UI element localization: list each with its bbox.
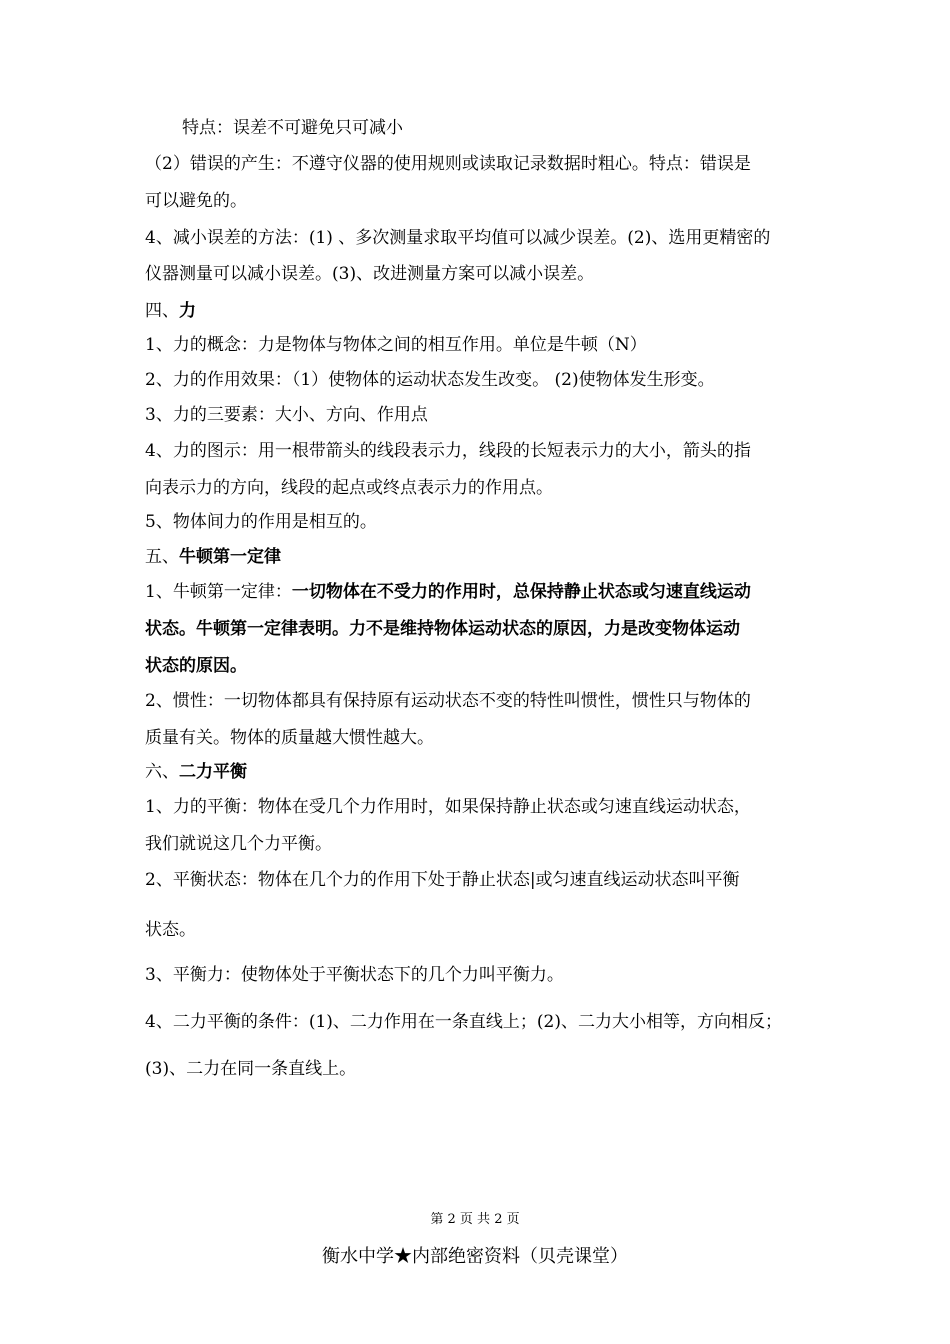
line-force-diagram	[145, 439, 815, 463]
line-text: 1、力的平衡：物体在受几个力作用时，如果保持静止状态或匀速直线运动状态，	[145, 797, 751, 817]
section-heading-newton-first-law	[145, 545, 815, 569]
line-reduce-error-methods	[145, 226, 815, 250]
line-text: （2）错误的产生：不遵守仪器的使用规则或读取记录数据时粗心。特点：错误是	[145, 154, 751, 174]
heading-title: 力	[179, 301, 196, 321]
line-text: 4、力的图示：用一根带箭头的线段表示力，线段的长短表示力的大小，箭头的指	[145, 441, 751, 461]
heading-title: 牛顿第一定律	[179, 547, 281, 567]
line-text: 向表示力的方向，线段的起点或终点表示力的作用点。	[145, 478, 553, 498]
line-balance-conditions	[145, 1010, 815, 1034]
line-text: 3、平衡力：使物体处于平衡状态下的几个力叫平衡力。	[145, 965, 564, 985]
line-force-three-elements	[145, 403, 815, 427]
line-text: 状态。	[145, 920, 196, 940]
heading-number: 四、	[145, 301, 179, 321]
line-newton-first-law-cont	[145, 617, 815, 641]
line-reduce-error-methods-cont	[145, 262, 815, 286]
line-newton-first-law	[145, 580, 815, 604]
line-text: 4、减小误差的方法：(1) 、多次测量求取平均值可以减少误差。(2)、选用更精密的	[145, 228, 771, 248]
section-heading-force	[145, 299, 815, 323]
line-force-balance	[145, 795, 815, 819]
line-text: 仪器测量可以减小误差。(3)、改进测量方案可以减小误差。	[145, 264, 595, 284]
line-balanced-forces	[145, 963, 815, 987]
line-bold-text: 状态的原因。	[145, 656, 247, 676]
line-inertia	[145, 689, 815, 713]
line-newton-first-law-end	[145, 654, 815, 678]
line-force-diagram-cont	[145, 476, 815, 500]
line-text: 2、惯性：一切物体都具有保持原有运动状态不变的特性叫惯性，惯性只与物体的	[145, 691, 751, 711]
section-heading-two-force-balance	[145, 760, 815, 784]
line-bold-text: 一切物体在不受力的作用时，总保持静止状态或匀速直线运动	[291, 582, 751, 602]
line-balance-state-cont	[145, 918, 815, 942]
line-inertia-cont	[145, 726, 815, 750]
line-force-mutual	[145, 510, 815, 534]
line-mistake-avoidable	[145, 189, 815, 213]
line-text: 2、平衡状态：物体在几个力的作用下处于静止状态|或匀速直线运动状态叫平衡	[145, 870, 740, 890]
line-force-effects	[145, 368, 815, 392]
heading-number: 六、	[145, 762, 179, 782]
line-error-feature	[182, 116, 852, 140]
line-text: 2、力的作用效果：（1）使物体的运动状态发生改变。 (2)使物体发生形变。	[145, 370, 715, 390]
line-balance-state	[145, 868, 815, 892]
line-text: (3)、二力在同一条直线上。	[145, 1059, 357, 1079]
line-text: 我们就说这几个力平衡。	[145, 834, 332, 854]
line-mistake-cause	[145, 152, 815, 176]
line-bold-text: 状态。牛顿第一定律表明。力不是维持物体运动状态的原因，力是改变物体运动	[145, 619, 740, 639]
line-text: 5、物体间力的作用是相互的。	[145, 512, 377, 532]
heading-title: 二力平衡	[179, 762, 247, 782]
page-number: 第 2 页 共 2 页	[430, 1212, 520, 1227]
line-text: 可以避免的。	[145, 191, 247, 211]
heading-number: 五、	[145, 547, 179, 567]
line-label: 1、牛顿第一定律：	[145, 582, 292, 602]
line-balance-conditions-cont	[145, 1057, 815, 1081]
line-text: 1、力的概念：力是物体与物体之间的相互作用。单位是牛顿（N）	[145, 335, 647, 355]
footer-brand: 衡水中学★内部绝密资料（贝壳课堂）	[322, 1246, 628, 1267]
line-text: 4、二力平衡的条件：(1)、二力作用在一条直线上；(2)、二力大小相等，方向相反；	[145, 1012, 782, 1032]
line-force-concept	[145, 333, 815, 357]
line-text: 特点：误差不可避免只可减小	[182, 118, 403, 138]
line-text: 质量有关。物体的质量越大惯性越大。	[145, 728, 434, 748]
line-text: 3、力的三要素：大小、方向、作用点	[145, 405, 428, 425]
line-force-balance-cont	[145, 832, 815, 856]
